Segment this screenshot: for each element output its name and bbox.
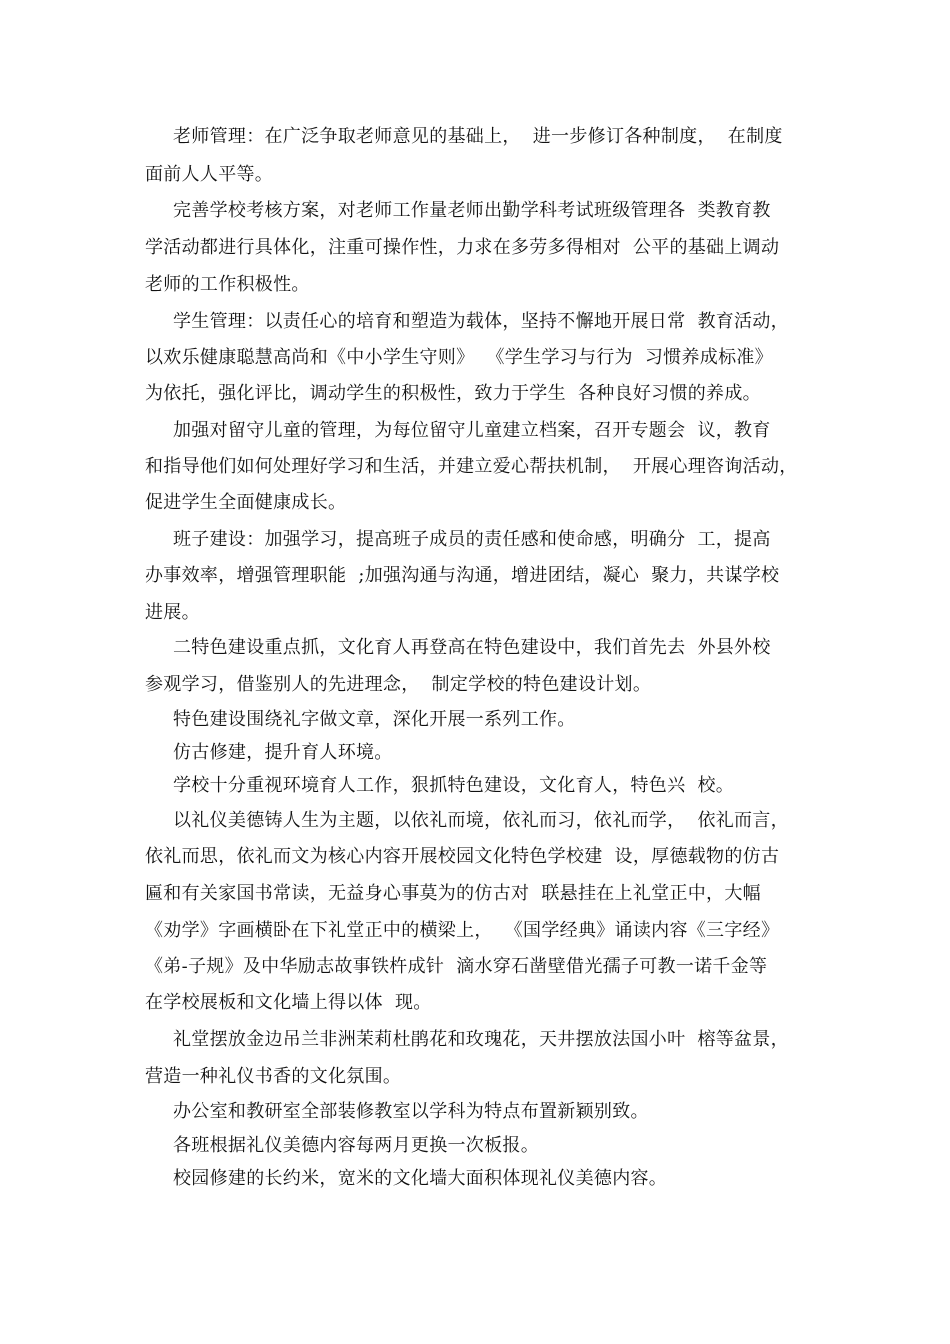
text-line: 《劝学》字画横卧在下礼堂正中的横梁上， 《国学经典》诵读内容《三字经》	[145, 920, 780, 941]
text-line: 为依托，强化评比，调动学生的积极性，致力于学生 各种良好习惯的养成。	[145, 383, 761, 404]
text-line: 特色建设围绕礼字做文章，深化开展一系列工作。	[173, 709, 576, 730]
text-line: 老师管理：在广泛争取老师意见的基础上， 进一步修订各种制度， 在制度	[173, 126, 783, 147]
text-line: 学校十分重视环境育人工作，狠抓特色建设，文化育人，特色兴 校。	[173, 775, 735, 796]
text-line: 匾和有关家国书常读，无益身心事莫为的仿古对 联悬挂在上礼堂正中，大幅	[145, 883, 761, 904]
text-line: 礼堂摆放金边吊兰非洲茉莉杜鹃花和玫瑰花，天井摆放法国小叶 榕等盆景，	[173, 1029, 789, 1050]
text-line: 加强对留守儿童的管理，为每位留守儿童建立档案，召开专题会 议，教育	[173, 420, 771, 441]
text-line: 以礼仪美德铸人生为主题，以依礼而境，依礼而习，依礼而学， 依礼而言，	[173, 810, 789, 831]
text-line: 面前人人平等。	[145, 164, 274, 185]
text-line: 营造一种礼仪书香的文化氛围。	[145, 1066, 402, 1087]
text-line: 各班根据礼仪美德内容每两月更换一次板报。	[173, 1135, 539, 1156]
text-line: 和指导他们如何处理好学习和生活，并建立爱心帮扶机制， 开展心理咨询活动，	[145, 456, 798, 477]
text-line: 仿古修建，提升育人环境。	[173, 742, 393, 763]
text-line: 办公室和教研室全部装修教室以学科为特点布置新颖别致。	[173, 1101, 649, 1122]
text-line: 老师的工作积极性。	[145, 274, 310, 295]
text-line: 完善学校考核方案，对老师工作量老师出勤学科考试班级管理各 类教育教	[173, 200, 771, 221]
text-line: 二特色建设重点抓，文化育人再登高在特色建设中，我们首先去 外县外校	[173, 637, 771, 658]
text-line: 班子建设：加强学习，提高班子成员的责任感和使命感，明确分 工，提高	[173, 529, 771, 550]
text-line: 办事效率，增强管理职能 ;加强沟通与沟通，增进团结，凝心 聚力，共谋学校	[145, 565, 780, 586]
text-line: 校园修建的长约米，宽米的文化墙大面积体现礼仪美德内容。	[173, 1168, 668, 1189]
text-line: 学活动都进行具体化，注重可操作性，力求在多劳多得相对 公平的基础上调动	[145, 237, 780, 258]
text-line: 《弟-子规》及中华励志故事铁杵成针 滴水穿石凿壁借光孺子可教一诺千金等	[145, 956, 768, 977]
text-line: 依礼而思，依礼而文为核心内容开展校园文化特色学校建 设，厚德载物的仿古	[145, 846, 780, 867]
text-line: 在学校展板和文化墙上得以体 现。	[145, 992, 432, 1013]
text-line: 参观学习，借鉴别人的先进理念， 制定学校的特色建设计划。	[145, 674, 652, 695]
text-line: 学生管理：以责任心的培育和塑造为载体，坚持不懈地开展日常 教育活动，	[173, 311, 789, 332]
text-line: 以欢乐健康聪慧高尚和《中小学生守则》 《学生学习与行为 习惯养成标准》	[145, 347, 773, 368]
text-line: 促进学生全面健康成长。	[145, 492, 347, 513]
text-line: 进展。	[145, 602, 200, 623]
